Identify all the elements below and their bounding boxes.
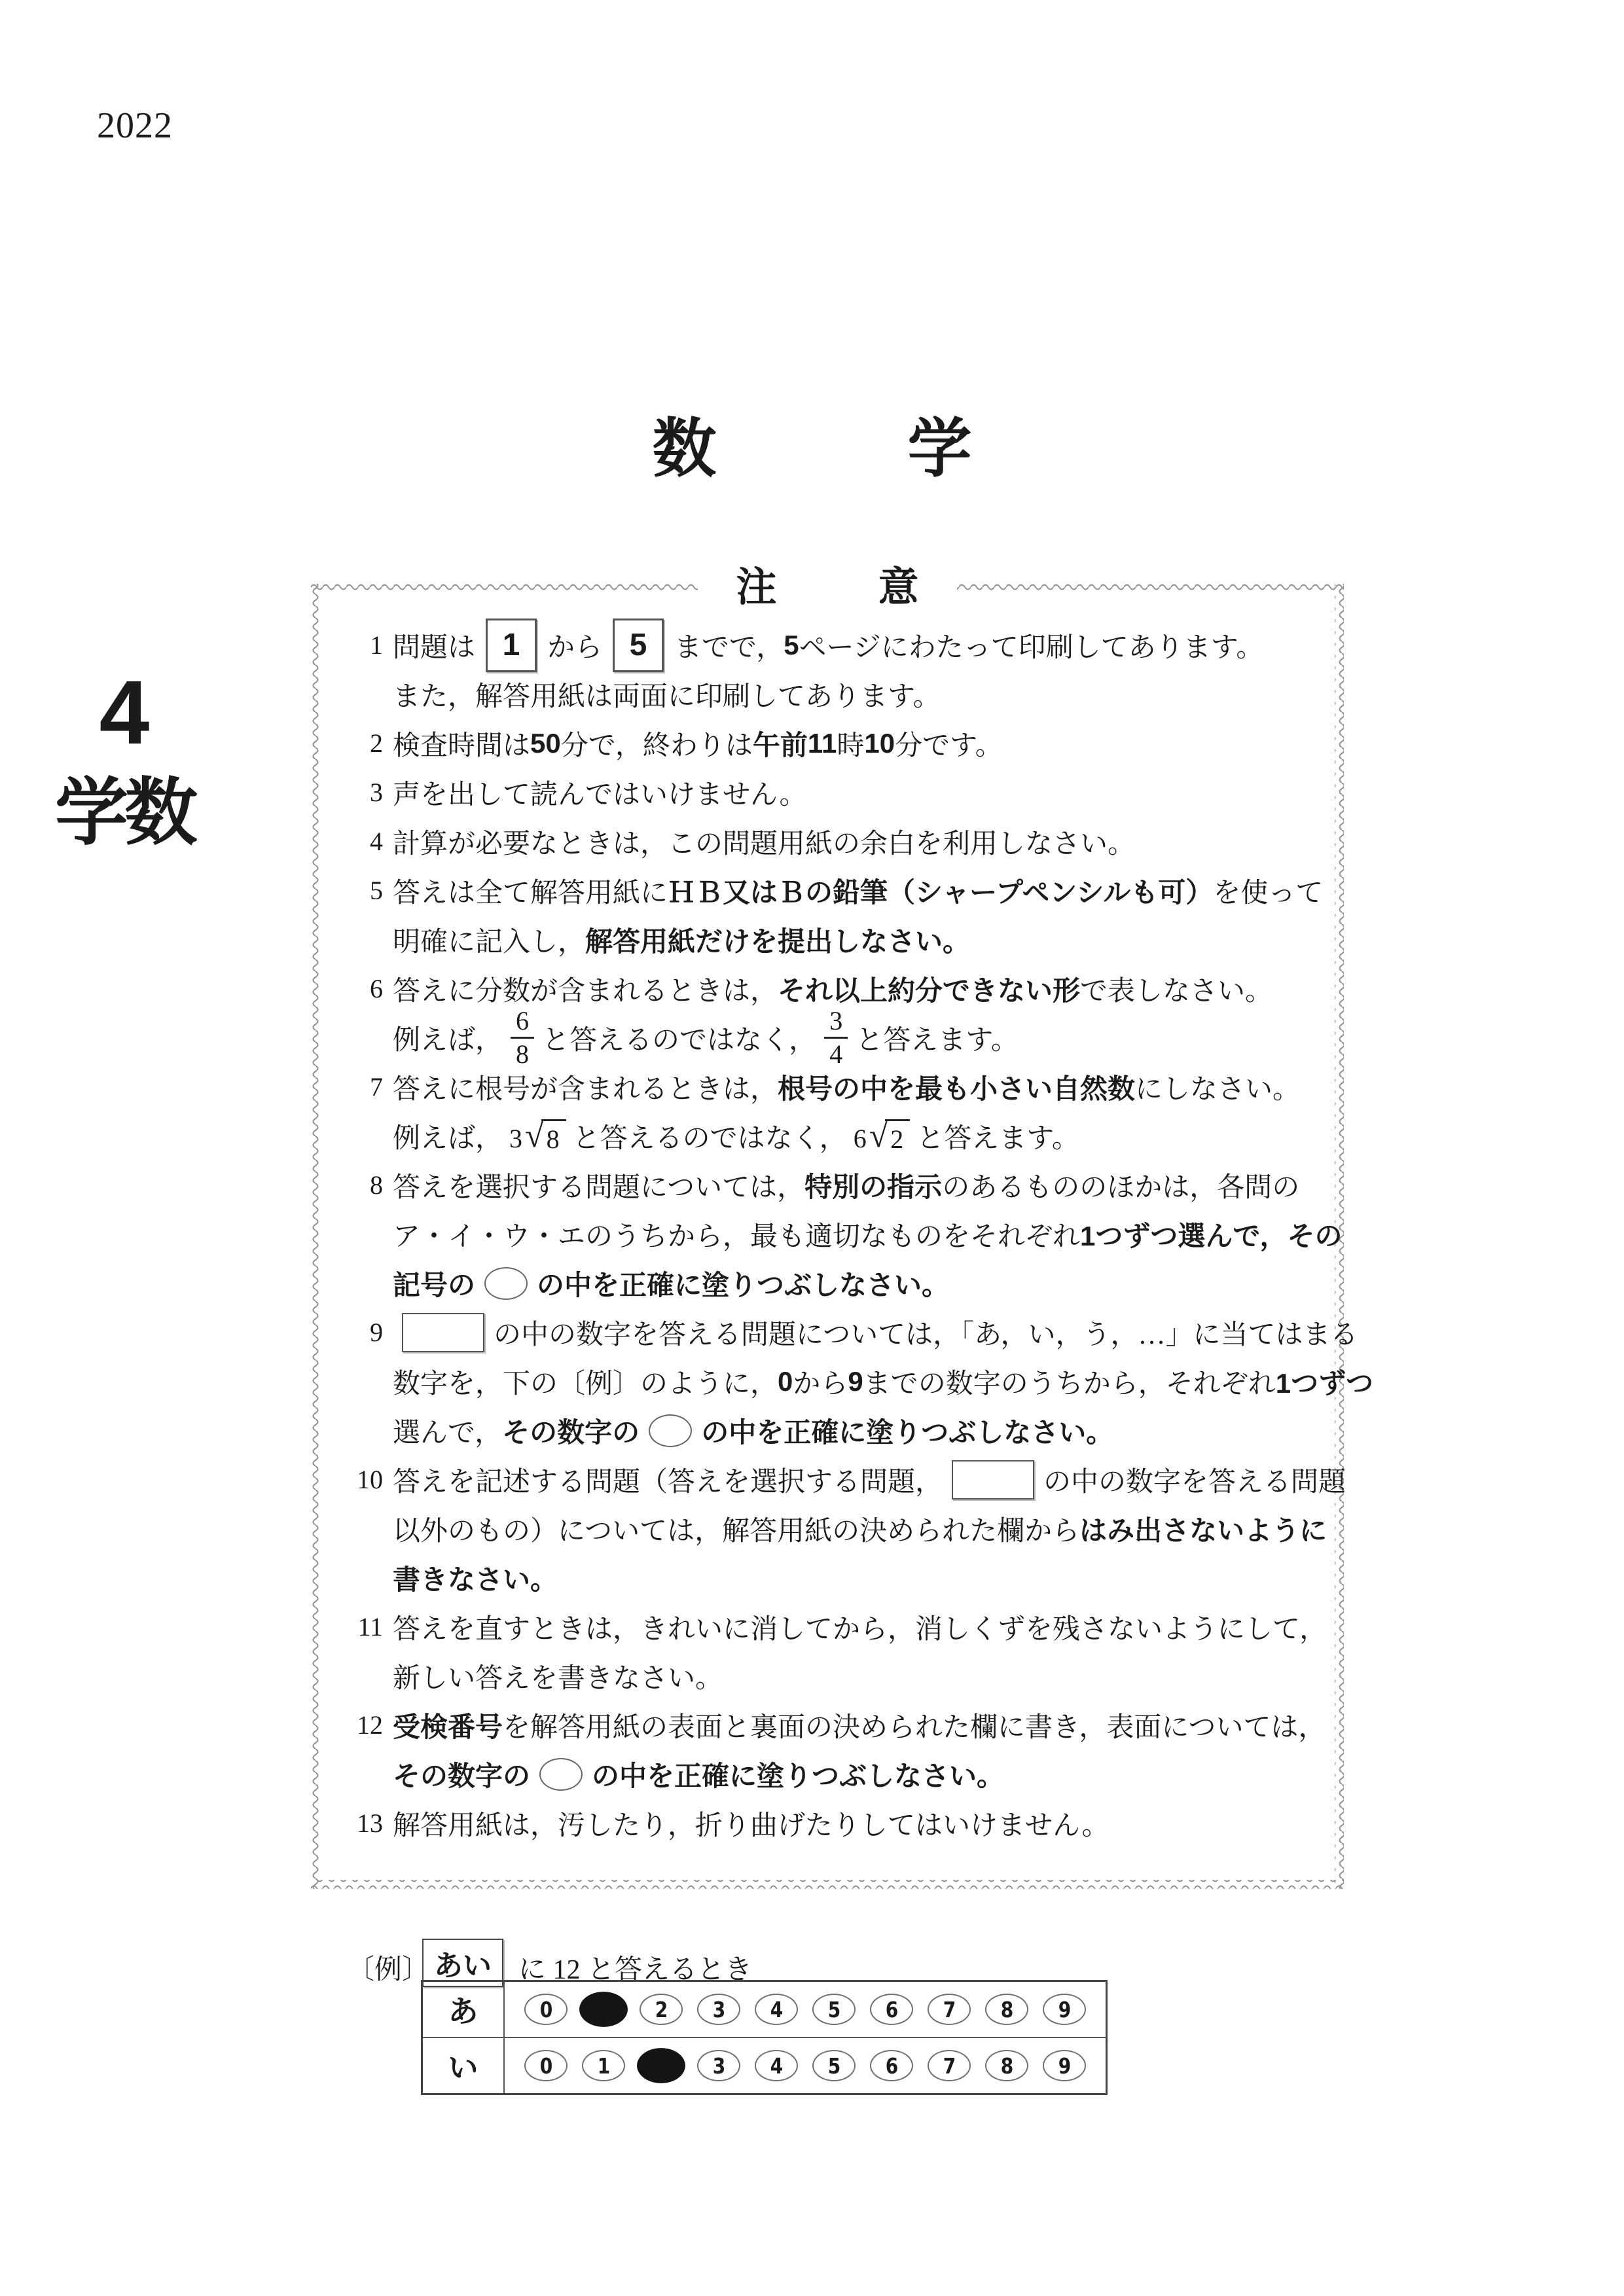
notice-box — [311, 565, 1374, 1885]
bubble-digit — [755, 1994, 798, 2025]
notice-line — [337, 1602, 1332, 1651]
item-text — [393, 1166, 1299, 1205]
bubble-digit-label: 5 — [827, 2053, 840, 2079]
mark-circle-icon — [649, 1414, 692, 1447]
item-number: 8 — [370, 1170, 383, 1200]
radicand: 8 — [541, 1119, 566, 1153]
text: 答えを記述する問題（答えを選択する問題， — [393, 1467, 943, 1498]
item-text — [393, 1264, 949, 1303]
text: 新しい答えを書きなさい。 — [393, 1663, 723, 1694]
text: 選んで， — [393, 1418, 503, 1448]
bold-text: 解答用紙だけを提出しなさい。 — [585, 925, 971, 957]
item-text — [393, 1067, 1300, 1107]
item-text — [393, 1706, 1326, 1745]
item-number: 5 — [370, 876, 383, 905]
text: までの数字のうちから，それぞれ — [863, 1369, 1276, 1399]
notice-header — [311, 562, 1344, 614]
item-text — [393, 1755, 1004, 1794]
text: 例えば， — [393, 1025, 503, 1056]
item-text — [393, 1558, 558, 1598]
bold-text: 5 — [784, 629, 799, 660]
notice-line — [337, 1111, 1332, 1160]
bold-text: その数字の — [502, 1416, 640, 1448]
notice-body — [337, 620, 1374, 1848]
notice-line — [337, 1651, 1332, 1700]
text: から — [547, 632, 603, 663]
item-text — [393, 871, 1323, 910]
text: から — [793, 1369, 848, 1399]
fraction — [824, 1005, 848, 1070]
item-text — [393, 1657, 723, 1696]
item-text — [393, 1509, 1327, 1549]
subject-edge-tab — [39, 662, 209, 853]
bubble-digit-label: 1 — [597, 2053, 610, 2079]
text: 答えを選択する問題については， — [393, 1172, 805, 1203]
notice-line — [337, 1799, 1332, 1848]
bubble-digit-label: 9 — [1058, 1996, 1071, 2022]
item-text — [393, 1005, 1019, 1070]
bold-text: の中を正確に塗りつぶしなさい。 — [592, 1760, 1005, 1791]
bubble-digit-label: 4 — [770, 2053, 783, 2079]
item-number: 13 — [357, 1808, 383, 1838]
text: 時 — [837, 730, 865, 761]
bold-text: 受検番号 — [393, 1711, 503, 1742]
bold-text: 特別の指示 — [804, 1171, 943, 1202]
notice-line — [337, 1062, 1332, 1111]
text: ページにわたって印刷してあります。 — [799, 632, 1264, 663]
text: までで， — [674, 632, 784, 663]
notice-line — [337, 620, 1332, 670]
notice-line — [337, 1700, 1332, 1749]
bubble-cells — [505, 2038, 1106, 2093]
item-number: 11 — [357, 1612, 383, 1641]
text: と答えます。 — [916, 1123, 1079, 1154]
bold-text: の中を正確に塗りつぶしなさい。 — [701, 1416, 1114, 1448]
item-number: 7 — [370, 1072, 383, 1102]
bold-text: その数字の — [393, 1760, 531, 1791]
text: 答えに根号が含まれるときは， — [393, 1074, 778, 1105]
notice-line — [337, 1006, 1332, 1069]
item-number: 3 — [370, 778, 383, 807]
text: また，解答用紙は両面に印刷してあります。 — [393, 681, 941, 712]
bubble-digit-label: 5 — [827, 1996, 840, 2022]
bubble-digit-label: 9 — [1058, 2053, 1071, 2079]
text: 分です。 — [895, 730, 1003, 761]
notice-line — [337, 1504, 1332, 1553]
bubble-digit-label: 3 — [712, 1996, 725, 2022]
bubble-digit-label: 6 — [885, 2053, 898, 2079]
bubble-digit — [524, 1994, 568, 2025]
item-text — [393, 724, 1003, 763]
page-title — [0, 412, 1624, 484]
example-bubble-table — [421, 1980, 1108, 2095]
bubble-digit-label: 8 — [1000, 1996, 1013, 2022]
bold-text: 0 — [778, 1365, 793, 1397]
text: 答えは全て解答用紙に — [393, 878, 668, 908]
text: 検査時間は — [393, 730, 531, 761]
bubble-digit-label: 7 — [943, 2053, 956, 2079]
notice-line — [337, 1749, 1332, 1799]
notice-line — [337, 1357, 1374, 1406]
bubble-digit — [697, 1994, 740, 2025]
text: 明確に記入し， — [393, 927, 586, 958]
item-number: 9 — [370, 1318, 383, 1347]
subject-number: 4 — [99, 662, 150, 763]
fraction-numerator: 3 — [829, 1006, 843, 1035]
bubble-digit-label: 7 — [943, 1996, 956, 2022]
notice-line — [337, 1406, 1332, 1455]
item-text — [393, 619, 1263, 672]
bubble-digit-label: 8 — [1000, 2053, 1013, 2079]
item-text — [393, 675, 941, 714]
text: 声を出して読んではいけません。 — [393, 780, 807, 810]
item-text — [393, 1804, 1110, 1843]
text: と答えるのではなく， — [572, 1123, 847, 1154]
radical-coefficient: 6 — [853, 1123, 867, 1153]
fraction-numerator: 6 — [516, 1006, 530, 1035]
bold-text: 11 — [807, 727, 837, 759]
bold-text: 根号の中を最も小さい自然数 — [778, 1073, 1136, 1104]
radical-expression — [509, 1119, 566, 1153]
notice-line — [337, 866, 1332, 915]
notice-line — [337, 1553, 1332, 1602]
text: と答えます。 — [856, 1025, 1019, 1056]
question-number-box: 1 — [486, 619, 537, 672]
radical-coefficient: 3 — [509, 1123, 523, 1153]
text: 以外のもの）については，解答用紙の決められた欄から — [393, 1516, 1080, 1547]
answer-blank-box — [952, 1460, 1034, 1499]
text: ア・イ・ウ・エのうちから，最も適切なものをそれぞれ — [393, 1221, 1081, 1252]
notice-line — [337, 1259, 1332, 1308]
mark-circle-icon — [484, 1267, 528, 1300]
radical-sign: √ — [869, 1117, 888, 1155]
bubble-digit — [870, 2050, 913, 2081]
bubble-row-label: あ — [423, 1982, 505, 2037]
text: 例えば， — [393, 1123, 503, 1154]
bubble-digit-label: 4 — [770, 1996, 783, 2022]
notice-line — [337, 768, 1332, 817]
item-text — [393, 1215, 1343, 1254]
notice-header-char-1: 注 — [736, 565, 777, 610]
example-label: 〔例〕 — [347, 1955, 430, 1985]
bold-text: 1つずつ — [1275, 1367, 1374, 1399]
bubble-digit — [640, 1994, 683, 2025]
text: と答えるのではなく， — [542, 1025, 817, 1056]
item-number: 6 — [370, 974, 383, 1003]
text: 答えに分数が含まれるときは， — [393, 976, 778, 1007]
answer-blank-box — [402, 1313, 484, 1352]
radical-sign: √ — [525, 1117, 544, 1155]
item-number: 2 — [370, 728, 383, 758]
bubble-digit — [1043, 1994, 1086, 2025]
bubble-row — [423, 2037, 1106, 2093]
bubble-filled — [579, 1992, 628, 2027]
fraction-denominator: 4 — [829, 1039, 843, 1069]
item-text — [393, 773, 807, 812]
notice-line — [337, 719, 1332, 768]
mark-circle-icon — [539, 1758, 583, 1791]
notice-line — [337, 1210, 1343, 1259]
notice-line — [337, 817, 1332, 866]
item-text — [393, 969, 1272, 1009]
item-text — [393, 1460, 1346, 1499]
bubble-digit — [582, 2050, 625, 2081]
bold-text: 1つずつ選んで，その — [1080, 1220, 1343, 1251]
bubble-digit-label: 3 — [712, 2053, 725, 2079]
text: にしなさい。 — [1135, 1074, 1301, 1105]
bubble-digit — [524, 2050, 568, 2081]
bold-text: はみ出さないように — [1079, 1515, 1327, 1546]
text: を使って — [1213, 878, 1324, 908]
bold-text: の中を正確に塗りつぶしなさい。 — [537, 1269, 950, 1300]
subject-tab-label: 学数 — [55, 772, 194, 853]
item-number: 10 — [357, 1465, 383, 1494]
item-number: 4 — [370, 827, 383, 856]
bubble-cells — [505, 1982, 1106, 2037]
text: の中の数字を答える問題については，「あ，い，う，…」に当てはまる — [494, 1319, 1358, 1350]
bubble-digit — [985, 2050, 1028, 2081]
item-text — [393, 1117, 1079, 1156]
fraction-denominator: 8 — [516, 1039, 530, 1069]
bubble-row — [423, 1982, 1106, 2037]
notice-line — [337, 1308, 1358, 1357]
item-text — [393, 1607, 1327, 1647]
bubble-filled — [637, 2048, 685, 2083]
bold-text: ＨＢ又はＢの鉛筆（シャープペンシルも可） — [668, 876, 1214, 908]
item-text — [393, 822, 1135, 861]
title-char-2: 学 — [907, 412, 972, 484]
bold-text: 9 — [848, 1365, 863, 1397]
bubble-digit-label: 0 — [539, 1996, 552, 2022]
item-text — [393, 1362, 1373, 1401]
text: を解答用紙の表面と裏面の決められた欄に書き，表面については， — [503, 1712, 1326, 1743]
bubble-row-label: い — [423, 2038, 505, 2093]
notice-line — [337, 1455, 1346, 1504]
text: 数字を，下の〔例〕のように， — [393, 1369, 778, 1399]
radical-expression — [854, 1119, 911, 1153]
text: の中の数字を答える問題 — [1043, 1467, 1346, 1498]
bubble-digit-label: 6 — [885, 1996, 898, 2022]
question-number-box: 5 — [613, 619, 664, 672]
bold-text: 午前 — [752, 729, 808, 761]
year-label: 2022 — [97, 105, 173, 146]
item-text — [393, 1411, 1113, 1450]
text: 答えを直すときは，きれいに消してから，消しくずを残さないようにして， — [393, 1614, 1327, 1645]
example-answer-box: あい — [422, 1939, 503, 1987]
radicand: 2 — [885, 1119, 910, 1153]
fraction — [511, 1005, 534, 1070]
bubble-digit — [928, 1994, 971, 2025]
bubble-digit — [928, 2050, 971, 2081]
item-text — [393, 920, 970, 960]
notice-line — [337, 1160, 1332, 1210]
bold-text: 50 — [530, 727, 561, 759]
notice-header-char-2: 意 — [878, 565, 919, 610]
bubble-digit — [812, 1994, 856, 2025]
item-text — [393, 1313, 1358, 1352]
example-caption: に 12 と答えるとき — [518, 1955, 753, 1985]
bubble-digit — [755, 2050, 798, 2081]
bubble-digit — [870, 1994, 913, 2025]
bubble-digit-label: 0 — [539, 2053, 552, 2079]
bubble-digit — [1043, 2050, 1086, 2081]
bubble-digit — [812, 2050, 856, 2081]
bold-text: それ以上約分できない形 — [778, 975, 1081, 1006]
bubble-digit — [985, 1994, 1028, 2025]
text: のあるもののほかは，各問の — [942, 1172, 1300, 1203]
bubble-digit-label: 2 — [655, 1996, 668, 2022]
text: 問題は — [393, 632, 476, 663]
bold-text: 記号の — [393, 1269, 476, 1300]
title-char-1: 数 — [652, 412, 717, 484]
notice-line — [337, 670, 1332, 719]
text: で表しなさい。 — [1080, 976, 1273, 1007]
bold-text: 10 — [864, 727, 895, 759]
bubble-digit — [697, 2050, 740, 2081]
notice-line — [337, 915, 1332, 964]
text: 計算が必要なときは，この問題用紙の余白を利用しなさい。 — [393, 829, 1136, 859]
bold-text: 書きなさい。 — [393, 1564, 558, 1595]
text: 分で，終わりは — [560, 730, 753, 761]
item-number: 1 — [370, 630, 383, 660]
text: 解答用紙は，汚したり，折り曲げたりしてはいけません。 — [393, 1810, 1110, 1841]
item-number: 12 — [357, 1710, 383, 1740]
